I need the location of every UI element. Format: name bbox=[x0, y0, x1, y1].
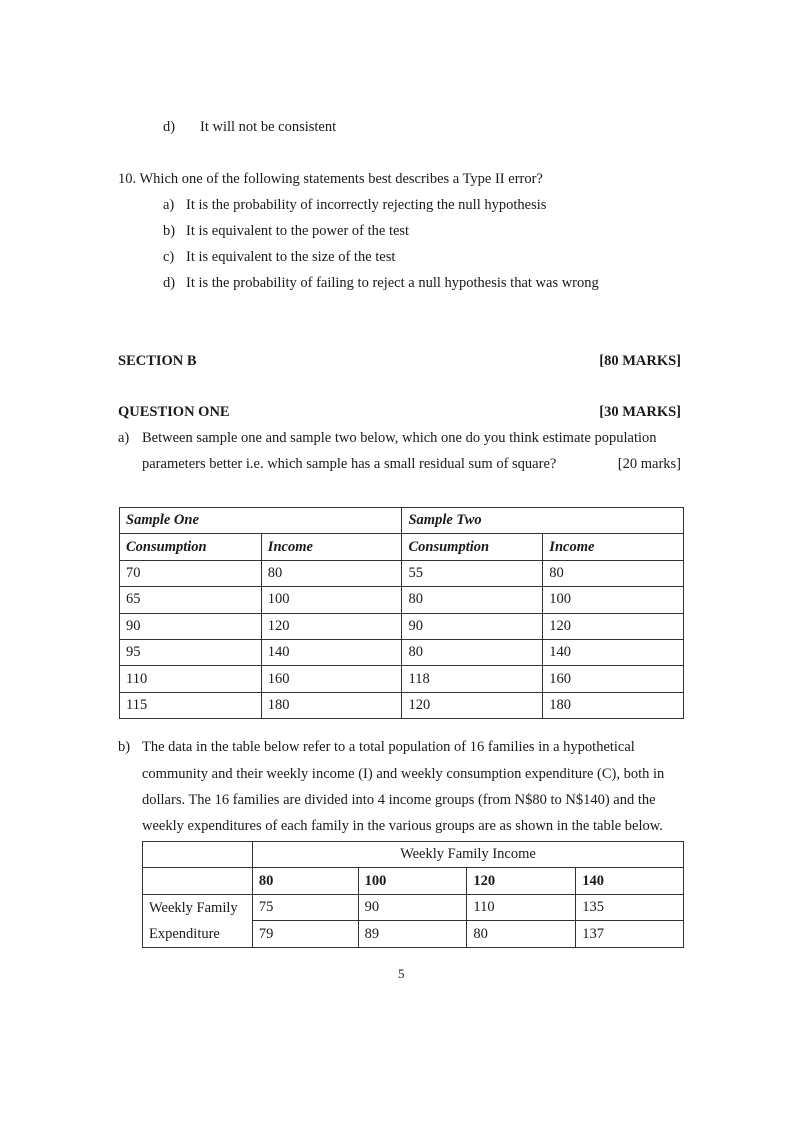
part-b-letter: b) bbox=[118, 739, 131, 755]
income-level: 120 bbox=[467, 868, 576, 894]
table-row bbox=[120, 613, 684, 639]
q10-option-d-letter: d) bbox=[163, 275, 176, 291]
empty-cell bbox=[143, 868, 253, 894]
table-row bbox=[120, 534, 684, 560]
q10-option-c-text: It is equivalent to the size of the test bbox=[186, 249, 396, 265]
table-cell: 118 bbox=[402, 666, 543, 692]
table-cell: 110 bbox=[120, 666, 262, 692]
section-b-marks: [80 MARKS] bbox=[599, 353, 681, 369]
part-b-line-2: community and their weekly income (I) and weekly consumption expenditure (C), both in bbox=[142, 766, 665, 782]
q10-option-d-text: It is the probability of failing to reject a null hypothesis that was wrong bbox=[186, 275, 599, 291]
table-cell: 80 bbox=[261, 560, 402, 586]
part-b-line-3: dollars. The 16 families are divided into 4 income groups (from N$80 to N$140) and the bbox=[142, 792, 656, 808]
weekly-family-income-header: Weekly Family Income bbox=[252, 842, 683, 868]
table-row bbox=[120, 692, 684, 718]
table-cell: 160 bbox=[261, 666, 402, 692]
part-a-letter: a) bbox=[118, 430, 130, 446]
column-header: Income bbox=[261, 534, 402, 560]
q10-option-c-letter: c) bbox=[163, 249, 175, 265]
question-one-title: QUESTION ONE bbox=[118, 404, 230, 420]
table-row bbox=[143, 868, 684, 894]
table-cell: 120 bbox=[402, 692, 543, 718]
part-a-line-2: parameters better i.e. which sample has a small residual sum of square? bbox=[142, 456, 557, 472]
q10-option-a-text: It is the probability of incorrectly rejecting the null hypothesis bbox=[186, 197, 547, 213]
table-cell: 79 bbox=[252, 921, 358, 948]
part-b-line-4: weekly expenditures of each family in the various groups are as shown in the table below. bbox=[142, 818, 663, 834]
sample-two-header: Sample Two bbox=[402, 508, 684, 534]
table-cell: 180 bbox=[543, 692, 684, 718]
table-cell: 115 bbox=[120, 692, 262, 718]
table-row bbox=[143, 842, 684, 868]
table-row bbox=[120, 666, 684, 692]
row-label-line-1: Weekly Family bbox=[149, 899, 238, 916]
table-row bbox=[120, 639, 684, 665]
table-cell: 55 bbox=[402, 560, 543, 586]
sample-one-header: Sample One bbox=[120, 508, 402, 534]
table-cell: 75 bbox=[252, 894, 358, 921]
table-row bbox=[120, 587, 684, 613]
q9-option-d-text: It will not be consistent bbox=[200, 119, 337, 135]
table-cell: 100 bbox=[543, 587, 684, 613]
page-number: 5 bbox=[398, 966, 405, 981]
part-a-marks: [20 marks] bbox=[617, 456, 681, 472]
q10-option-b-letter: b) bbox=[163, 223, 176, 239]
table-cell: 140 bbox=[261, 639, 402, 665]
empty-cell bbox=[143, 842, 253, 868]
column-header: Consumption bbox=[120, 534, 262, 560]
table-cell: 120 bbox=[543, 613, 684, 639]
table-cell: 180 bbox=[261, 692, 402, 718]
table-cell: 120 bbox=[261, 613, 402, 639]
income-level: 140 bbox=[576, 868, 684, 894]
column-header: Consumption bbox=[402, 534, 543, 560]
part-b-line-1: The data in the table below refer to a total population of 16 families in a hypothetical bbox=[142, 739, 635, 755]
table-cell: 140 bbox=[543, 639, 684, 665]
part-a-line-1: Between sample one and sample two below, which one do you think estimate population bbox=[142, 430, 657, 446]
table-cell: 90 bbox=[358, 894, 467, 921]
table-cell: 80 bbox=[402, 639, 543, 665]
question-one-marks: [30 MARKS] bbox=[599, 404, 681, 420]
section-b-title: SECTION B bbox=[118, 353, 197, 369]
table-cell: 80 bbox=[543, 560, 684, 586]
table-cell: 80 bbox=[467, 921, 576, 948]
row-label-line-2: Expenditure bbox=[149, 925, 220, 942]
table-cell: 90 bbox=[402, 613, 543, 639]
column-header: Income bbox=[543, 534, 684, 560]
table-cell: 95 bbox=[120, 639, 262, 665]
expenditure-row-label bbox=[143, 894, 253, 947]
income-level: 100 bbox=[358, 868, 467, 894]
table-row bbox=[143, 894, 684, 921]
table-cell: 110 bbox=[467, 894, 576, 921]
family-income-table bbox=[142, 841, 684, 948]
samples-table bbox=[119, 507, 684, 719]
table-cell: 100 bbox=[261, 587, 402, 613]
q10-option-b-text: It is equivalent to the power of the test bbox=[186, 223, 410, 239]
table-cell: 137 bbox=[576, 921, 684, 948]
q10-option-a-letter: a) bbox=[163, 197, 175, 213]
table-cell: 90 bbox=[120, 613, 262, 639]
q9-option-d-letter: d) bbox=[163, 119, 176, 135]
table-cell: 80 bbox=[402, 587, 543, 613]
table-cell: 65 bbox=[120, 587, 262, 613]
table-row bbox=[120, 560, 684, 586]
table-row bbox=[120, 508, 684, 534]
income-level: 80 bbox=[252, 868, 358, 894]
table-cell: 160 bbox=[543, 666, 684, 692]
table-cell: 89 bbox=[358, 921, 467, 948]
table-cell: 70 bbox=[120, 560, 262, 586]
table-cell: 135 bbox=[576, 894, 684, 921]
q10-question: 10. Which one of the following statements best describes a Type II error? bbox=[118, 171, 543, 187]
